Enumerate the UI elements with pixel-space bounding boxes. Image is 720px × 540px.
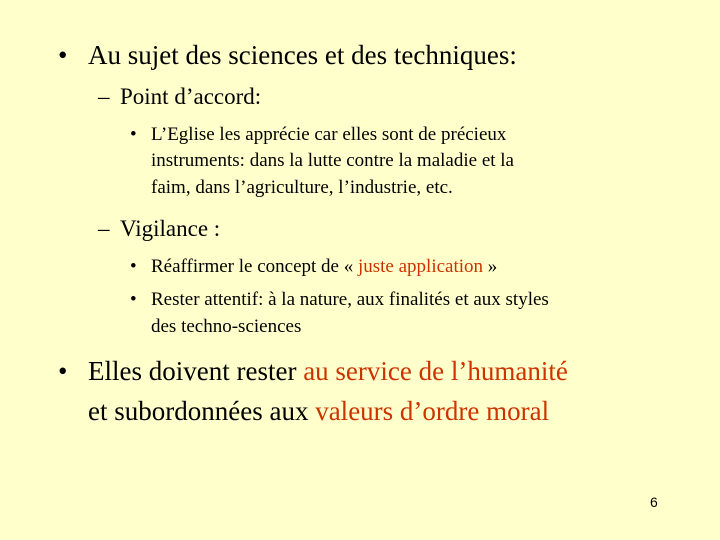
- juste-application-highlight: juste application: [357, 256, 484, 277]
- accord-text-line-3: faim, dans l’agriculture, l’industrie, etc.: [151, 177, 453, 198]
- service-line-1: [88, 356, 568, 387]
- service-line-2-before: et subordonnées aux: [88, 396, 316, 426]
- vigilance-text-1: [151, 256, 497, 278]
- vigilance-label: Vigilance :: [120, 216, 221, 241]
- sub-bullet: •: [130, 289, 137, 310]
- point-accord-label: Point d’accord:: [120, 84, 262, 109]
- accord-text-line-1: L’Eglise les apprécie car elles sont de précieux: [151, 124, 507, 145]
- service-humanite-highlight: au service de l’humanité: [303, 356, 568, 386]
- vigilance-text-2-line-1: Rester attentif: à la nature, aux finalités et aux styles: [151, 289, 549, 310]
- service-line-1-before: Elles doivent rester: [88, 356, 304, 386]
- service-line-2: [88, 396, 549, 427]
- dash-bullet: –: [98, 84, 110, 109]
- page-number: 6: [650, 494, 658, 510]
- heading-sciences-techniques: Au sujet des sciences et des techniques:: [88, 40, 517, 70]
- accord-text-line-2: instruments: dans la lutte contre la maladie et la: [151, 150, 514, 171]
- vigilance-text-2-line-2: des techno-sciences: [151, 316, 302, 337]
- sub-bullet: •: [130, 124, 137, 145]
- vigilance-text-1-before: Réaffirmer le concept de «: [151, 256, 358, 277]
- main-bullet: •: [58, 356, 68, 386]
- dash-bullet: –: [98, 216, 110, 241]
- main-bullet: •: [58, 40, 68, 70]
- valeurs-morales-highlight: valeurs d’ordre moral: [315, 396, 550, 426]
- sub-bullet: •: [130, 256, 137, 277]
- vigilance-text-1-after: »: [483, 256, 498, 277]
